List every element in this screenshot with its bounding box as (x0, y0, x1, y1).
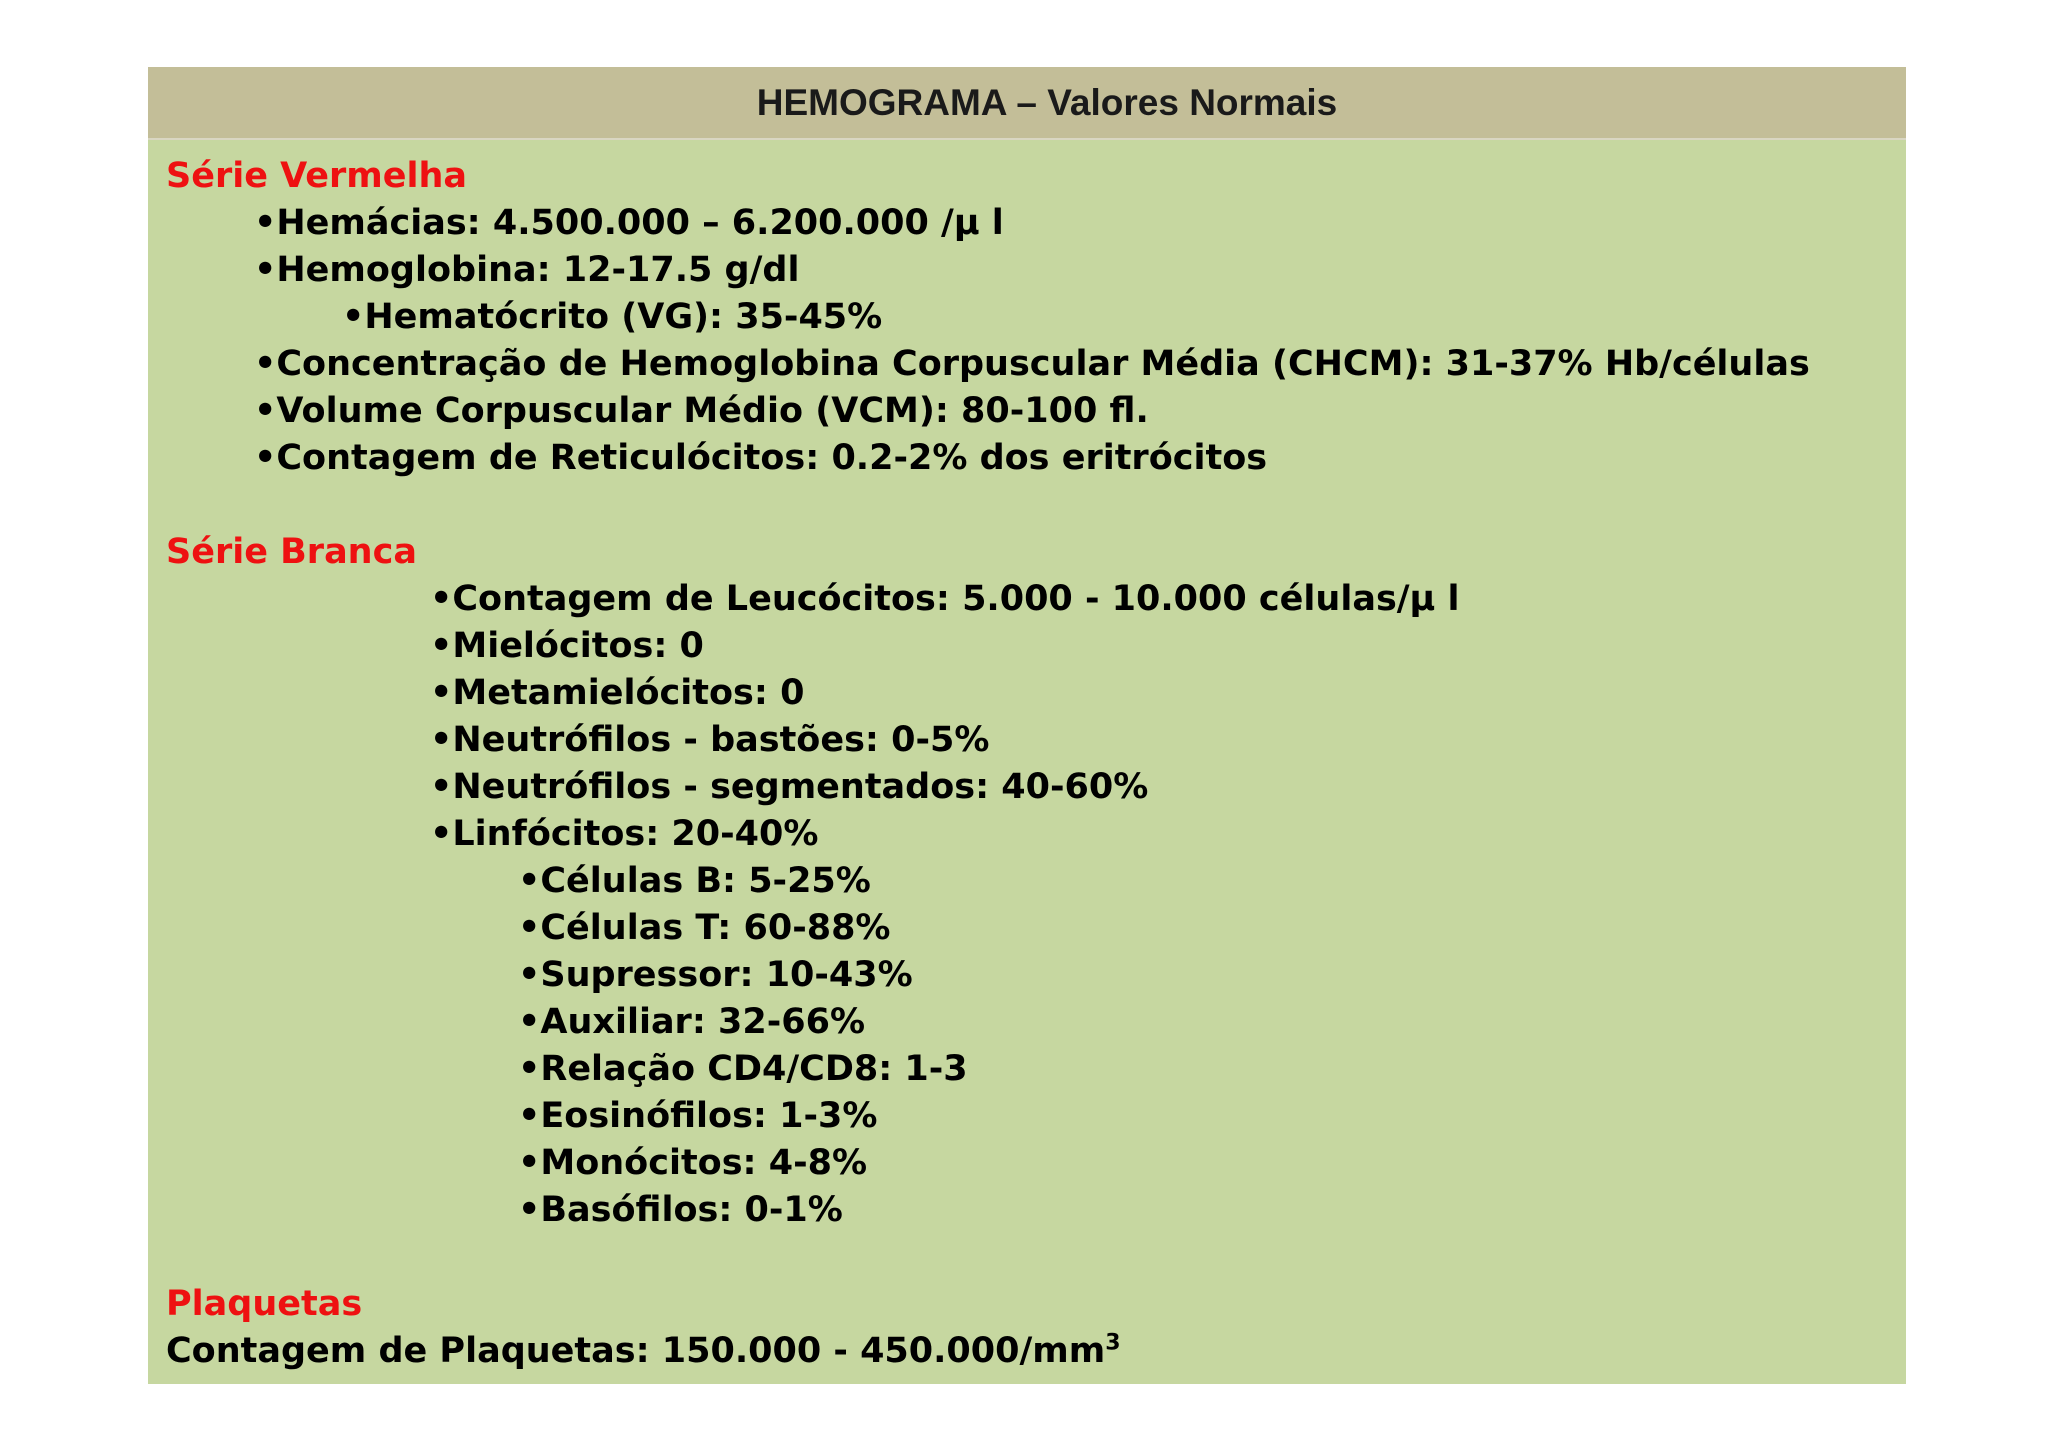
section-heading-serie-branca: Série Branca (166, 532, 417, 572)
list-item: •Hematócrito (VG): 35-45% (342, 297, 883, 337)
list-item: •Mielócitos: 0 (430, 626, 704, 666)
list-item: •Contagem de Reticulócitos: 0.2-2% dos eritrócitos (254, 438, 1268, 478)
section-heading-serie-vermelha: Série Vermelha (166, 156, 468, 196)
list-item: •Neutrófilos - bastões: 0-5% (430, 720, 990, 760)
list-item: •Contagem de Leucócitos: 5.000 - 10.000 células/μ l (430, 579, 1460, 619)
plaquetas-text: Contagem de Plaquetas: 150.000 - 450.000/mm (166, 1331, 1106, 1371)
list-item: •Hemácias: 4.500.000 – 6.200.000 /μ l (254, 203, 1004, 243)
sub-list-item: •Supressor: 10-43% (518, 955, 913, 995)
section-heading-plaquetas: Plaquetas (166, 1284, 363, 1324)
spacer (166, 1234, 1896, 1281)
list-item: •Neutrófilos - segmentados: 40-60% (430, 767, 1149, 807)
list-item: •Hemoglobina: 12-17.5 g/dl (254, 250, 800, 290)
page-title: HEMOGRAMA – Valores Normais (756, 81, 1338, 123)
sub-list-item: •Monócitos: 4-8% (518, 1143, 868, 1183)
sub-list-item: •Células T: 60-88% (518, 908, 891, 948)
superscript-exponent: 3 (1105, 1330, 1121, 1356)
list-item: •Linfócitos: 20-40% (430, 814, 819, 854)
plaquetas-line (166, 1328, 1896, 1375)
list-item: •Concentração de Hemoglobina Corpuscular Média (CHCM): 31-37% Hb/células (254, 344, 1810, 384)
list-item: •Metamielócitos: 0 (430, 673, 805, 713)
sub-list-item: •Auxiliar: 32-66% (518, 1002, 866, 1042)
sub-list-item: •Células B: 5-25% (518, 861, 871, 901)
sub-list-item: •Basófilos: 0-1% (518, 1190, 843, 1230)
title-bar (148, 67, 1906, 140)
spacer (166, 482, 1896, 529)
list-item: •Volume Corpuscular Médio (VCM): 80-100 fl. (254, 391, 1149, 431)
sub-list-item: •Relação CD4/CD8: 1-3 (518, 1049, 968, 1089)
sub-list-item: •Eosinófilos: 1-3% (518, 1096, 878, 1136)
slide (148, 67, 1906, 1384)
content-area (166, 153, 1896, 1375)
